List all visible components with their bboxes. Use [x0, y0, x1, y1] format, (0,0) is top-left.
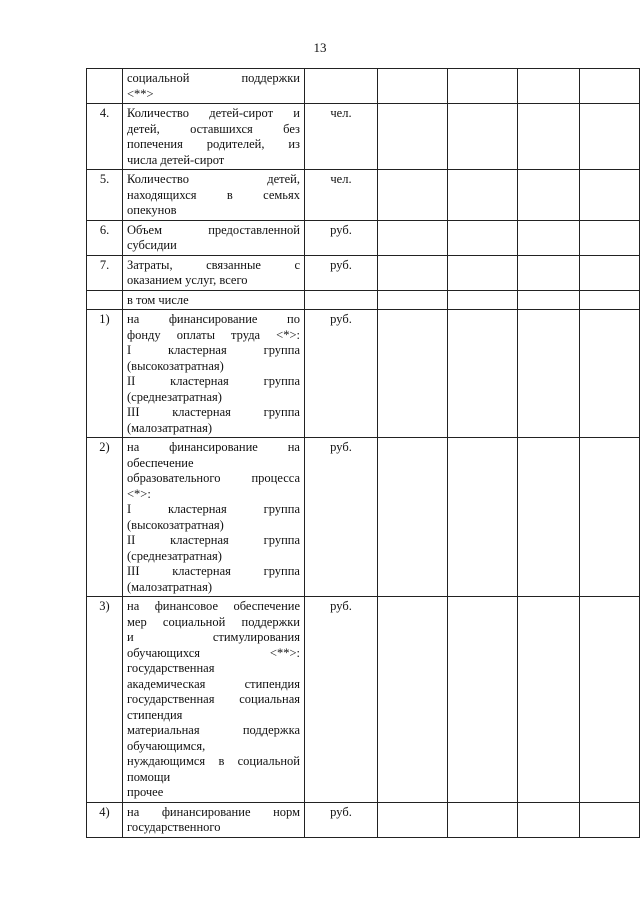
value-cell [378, 104, 448, 170]
indicator-name-line: социальной поддержки [127, 71, 300, 85]
indicator-name-line: обучающихся <**>: [127, 645, 300, 660]
table-row [87, 69, 640, 104]
indicator-name [123, 255, 305, 290]
table-row [87, 597, 640, 803]
indicator-name [123, 802, 305, 837]
value-cell [580, 170, 640, 221]
unit-cell: руб. [305, 310, 378, 438]
indicator-name-line: обучающимся, [127, 738, 206, 753]
indicator-name-line: обеспечение [127, 455, 194, 470]
indicator-name-line: III кластерная группа [127, 564, 300, 578]
value-cell [378, 438, 448, 597]
indicator-name-line: прочее [127, 785, 164, 799]
value-cell [518, 220, 580, 255]
value-cell [580, 802, 640, 837]
indicator-name-line: государственного [127, 820, 221, 834]
indicator-name-line: Количество детей-сирот и [127, 106, 300, 120]
unit-cell: руб. [305, 438, 378, 597]
indicator-name [123, 170, 305, 221]
value-cell [448, 597, 518, 803]
indicator-name-line: I кластерная группа [127, 343, 300, 357]
unit-cell: руб. [305, 802, 378, 837]
indicator-name [123, 597, 305, 803]
indicator-name-line: на финансирование норм [127, 804, 300, 819]
value-cell [378, 170, 448, 221]
indicator-name [123, 310, 305, 438]
unit-cell: руб. [305, 255, 378, 290]
value-cell [448, 104, 518, 170]
indicator-name-line: помощи [127, 769, 171, 784]
indicator-name-line: на финансирование на [127, 440, 300, 454]
indicator-name-line: государственная социальная [127, 692, 300, 706]
value-cell [580, 69, 640, 104]
indicator-name-line: субсидии [127, 238, 177, 252]
value-cell [580, 597, 640, 803]
indicator-name-line: Затраты, связанные с [127, 257, 300, 272]
indicator-name [123, 220, 305, 255]
value-cell [580, 220, 640, 255]
value-cell [448, 290, 518, 310]
table-row [87, 170, 640, 221]
indicator-name-line: опекунов [127, 203, 177, 217]
unit-cell: чел. [305, 104, 378, 170]
table-body [87, 69, 640, 838]
indicator-name-line: государственная [127, 661, 215, 675]
indicator-name-line: числа детей-сирот [127, 152, 225, 167]
indicator-name-line: образовательного процесса [127, 471, 300, 485]
indicator-name-line: II кластерная группа [127, 374, 300, 388]
row-number: 1) [87, 310, 123, 438]
page-number: 13 [313, 40, 327, 55]
indicator-name-line: <*>: [127, 486, 151, 501]
indicator-name-line: нуждающимся в социальной [127, 754, 300, 768]
indicator-name-line: детей, оставшихся без [127, 121, 300, 136]
value-cell [580, 255, 640, 290]
value-cell [518, 290, 580, 310]
value-cell [518, 69, 580, 104]
indicator-name [123, 69, 305, 104]
indicator-name-line: (среднезатратная) [127, 389, 222, 404]
row-number [87, 290, 123, 310]
indicator-name [123, 104, 305, 170]
indicator-name-line: (малозатратная) [127, 579, 212, 594]
value-cell [518, 170, 580, 221]
indicator-name-line: фонду оплаты труда <*>: [127, 327, 300, 342]
indicator-name-line: I кластерная группа [127, 502, 300, 516]
value-cell [448, 69, 518, 104]
table-row [87, 290, 640, 310]
indicator-name-line: III кластерная группа [127, 405, 300, 419]
row-number: 4) [87, 802, 123, 837]
indicator-name-line: на финансовое обеспечение [127, 599, 300, 613]
indicator-name-line: (среднезатратная) [127, 548, 222, 563]
indicator-name-line: II кластерная группа [127, 533, 300, 547]
value-cell [378, 802, 448, 837]
indicator-name [123, 438, 305, 597]
value-cell [448, 438, 518, 597]
value-cell [378, 69, 448, 104]
unit-cell: руб. [305, 220, 378, 255]
value-cell [378, 597, 448, 803]
indicator-name-line: мер социальной поддержки [127, 614, 300, 629]
unit-cell: руб. [305, 597, 378, 803]
indicator-name-line: в том числе [127, 292, 189, 307]
value-cell [448, 220, 518, 255]
value-cell [518, 438, 580, 597]
table-row [87, 255, 640, 290]
indicator-name [123, 290, 305, 310]
row-number: 7. [87, 255, 123, 290]
table-row [87, 104, 640, 170]
value-cell [378, 290, 448, 310]
row-number: 2) [87, 438, 123, 597]
unit-cell [305, 290, 378, 310]
indicator-name-line: попечения родителей, из [127, 137, 300, 151]
table-row [87, 220, 640, 255]
indicator-name-line: Объем предоставленной [127, 222, 300, 237]
indicator-name-line: <**> [127, 86, 154, 101]
row-number: 6. [87, 220, 123, 255]
row-number: 4. [87, 104, 123, 170]
value-cell [580, 438, 640, 597]
indicator-name-line: и стимулирования [127, 630, 300, 644]
value-cell [448, 255, 518, 290]
indicator-name-line: материальная поддержка [127, 723, 300, 737]
indicator-name-line: (малозатратная) [127, 420, 212, 435]
value-cell [518, 597, 580, 803]
unit-cell [305, 69, 378, 104]
indicator-name-line: академическая стипендия [127, 676, 300, 691]
unit-cell: чел. [305, 170, 378, 221]
indicator-name-line: оказанием услуг, всего [127, 273, 248, 287]
row-number: 3) [87, 597, 123, 803]
value-cell [378, 310, 448, 438]
value-cell [518, 802, 580, 837]
table-row [87, 310, 640, 438]
row-number [87, 69, 123, 104]
table-row [87, 802, 640, 837]
value-cell [580, 290, 640, 310]
value-cell [448, 802, 518, 837]
value-cell [580, 310, 640, 438]
value-cell [448, 310, 518, 438]
indicator-name-line: (высокозатратная) [127, 358, 224, 373]
indicator-name-line: на финансирование по [127, 312, 300, 326]
value-cell [518, 104, 580, 170]
value-cell [580, 104, 640, 170]
value-cell [378, 220, 448, 255]
value-cell [518, 310, 580, 438]
value-cell [378, 255, 448, 290]
value-cell [448, 170, 518, 221]
indicator-name-line: стипендия [127, 707, 183, 722]
indicator-name-line: находящихся в семьях [127, 187, 300, 202]
indicator-table [86, 68, 640, 838]
row-number: 5. [87, 170, 123, 221]
indicator-name-line: (высокозатратная) [127, 517, 224, 532]
indicator-name-line: Количество детей, [127, 172, 300, 186]
value-cell [518, 255, 580, 290]
table-row [87, 438, 640, 597]
